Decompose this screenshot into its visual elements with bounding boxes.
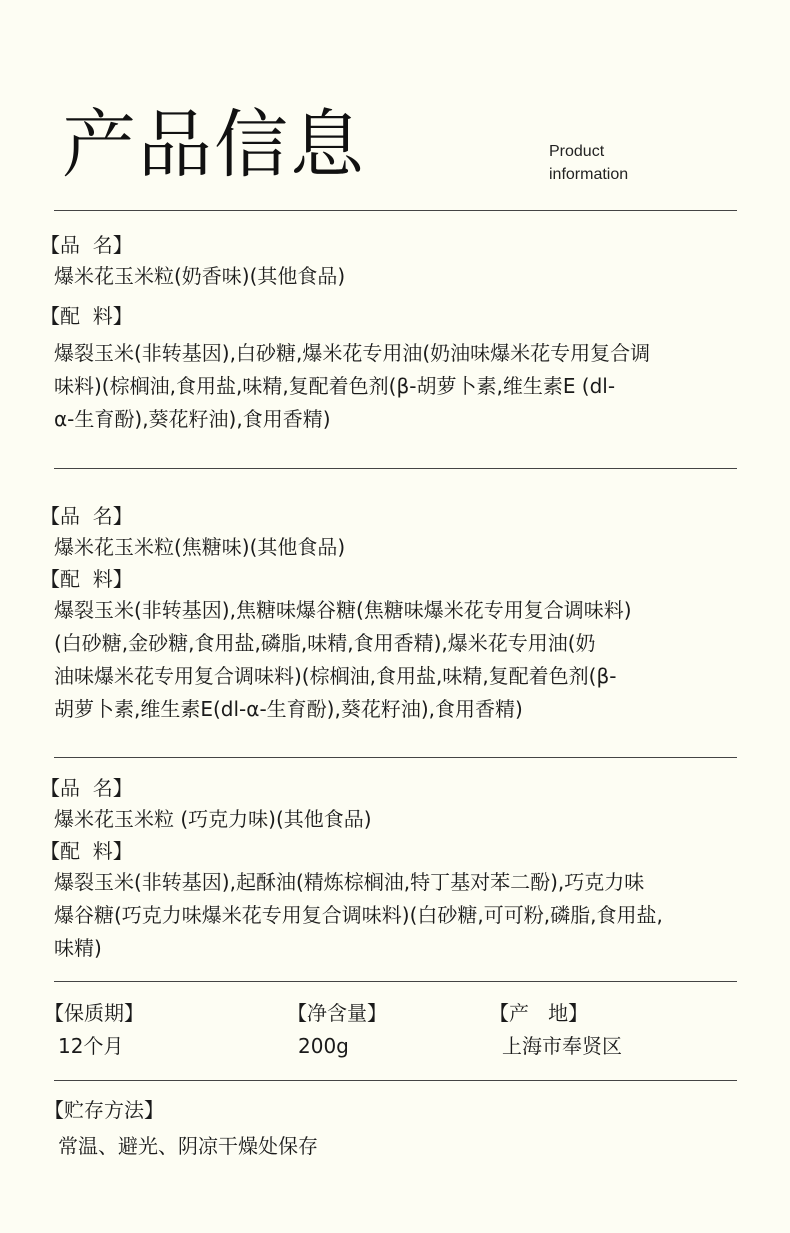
product-name: 爆米花玉米粒 (巧克力味)(其他食品) bbox=[54, 807, 372, 831]
ingredients-line: (白砂糖,金砂糖,食用盐,磷脂,味精,食用香精),爆米花专用油(奶 bbox=[54, 631, 596, 655]
origin bbox=[489, 997, 622, 1063]
shelf-life-value: 12个月 bbox=[58, 1034, 124, 1058]
product-name-label: 【品 名】 bbox=[40, 504, 133, 528]
product-name: 爆米花玉米粒(奶香味)(其他食品) bbox=[54, 264, 346, 288]
ingredients-label: 【配 料】 bbox=[40, 567, 133, 591]
storage-section bbox=[44, 1095, 754, 1163]
ingredients-line: 胡萝卜素,维生素E(dl-α-生育酚),葵花籽油),食用香精) bbox=[54, 697, 523, 721]
net-content-value: 200g bbox=[298, 1034, 349, 1058]
net-content bbox=[287, 997, 387, 1063]
divider bbox=[54, 757, 737, 758]
product-name-label: 【品 名】 bbox=[40, 776, 133, 800]
product-name: 爆米花玉米粒(焦糖味)(其他食品) bbox=[54, 535, 346, 559]
storage-value: 常温、避光、阴凉干燥处保存 bbox=[58, 1134, 318, 1158]
product-section-2 bbox=[40, 501, 750, 726]
storage-label: 【贮存方法】 bbox=[44, 1098, 164, 1122]
origin-value: 上海市奉贤区 bbox=[502, 1034, 622, 1058]
page-title: 产品信息 bbox=[62, 102, 366, 188]
product-name-label: 【品 名】 bbox=[40, 233, 133, 257]
shelf-life-label: 【保质期】 bbox=[44, 1001, 144, 1025]
ingredients-line: 爆裂玉米(非转基因),焦糖味爆谷糖(焦糖味爆米花专用复合调味料) bbox=[54, 598, 632, 622]
divider bbox=[54, 210, 737, 211]
ingredients-label: 【配 料】 bbox=[40, 304, 133, 328]
shelf-life bbox=[44, 997, 144, 1063]
ingredients-line: 爆谷糖(巧克力味爆米花专用复合调味料)(白砂糖,可可粉,磷脂,食用盐, bbox=[54, 903, 663, 927]
origin-label: 【产 地】 bbox=[489, 1001, 589, 1025]
subtitle-line-2: information bbox=[549, 166, 629, 183]
ingredients-line: α-生育酚),葵花籽油),食用香精) bbox=[54, 407, 331, 431]
product-section-1 bbox=[40, 230, 750, 436]
ingredients-line: 味料)(棕榈油,食用盐,味精,复配着色剂(β-胡萝卜素,维生素E (dl- bbox=[54, 374, 616, 398]
ingredients-label: 【配 料】 bbox=[40, 839, 133, 863]
subtitle-line-1: Product bbox=[549, 143, 605, 160]
ingredients-line: 爆裂玉米(非转基因),起酥油(精炼棕榈油,特丁基对苯二酚),巧克力味 bbox=[54, 870, 645, 894]
ingredients-line: 爆裂玉米(非转基因),白砂糖,爆米花专用油(奶油味爆米花专用复合调 bbox=[54, 341, 651, 365]
ingredients-line: 味精) bbox=[54, 936, 102, 960]
divider bbox=[54, 981, 737, 982]
ingredients-line: 油味爆米花专用复合调味料)(棕榈油,食用盐,味精,复配着色剂(β- bbox=[54, 664, 617, 688]
net-content-label: 【净含量】 bbox=[287, 1001, 387, 1025]
divider bbox=[54, 468, 737, 469]
product-section-3 bbox=[40, 773, 750, 965]
divider bbox=[54, 1080, 737, 1081]
page-subtitle bbox=[549, 140, 628, 186]
